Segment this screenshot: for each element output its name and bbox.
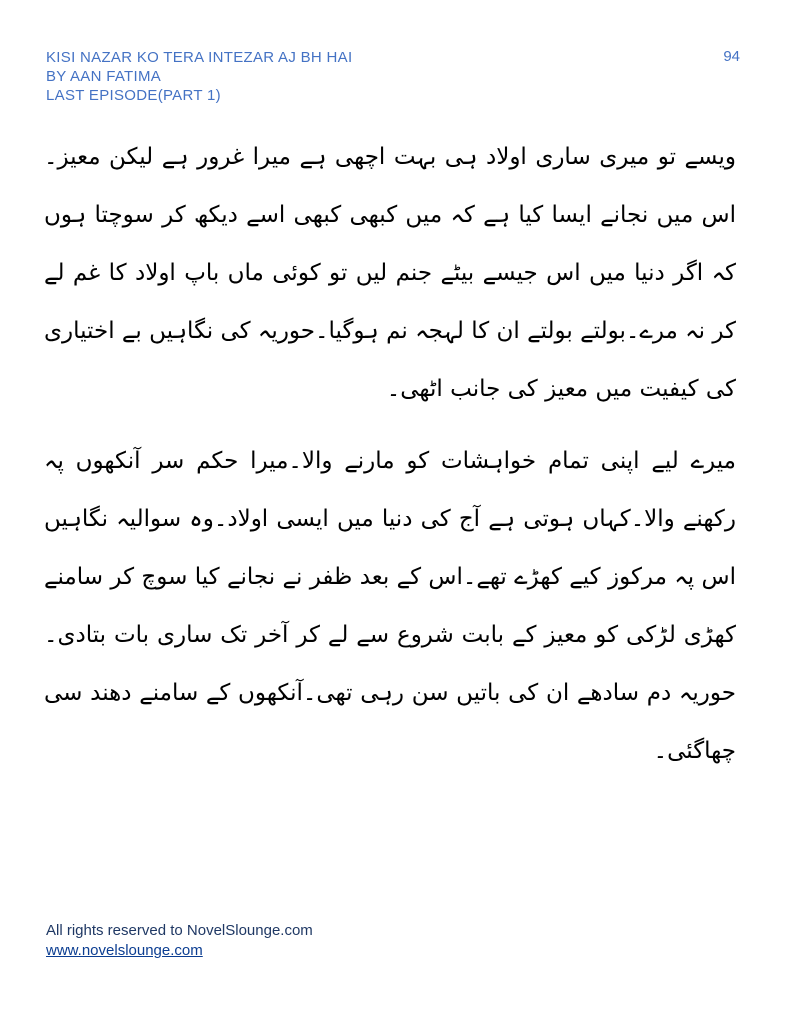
novel-title: KISI NAZAR KO TERA INTEZAR AJ BH HAI — [46, 49, 353, 66]
paragraph-2: میرے لیے اپنی تمام خواہشات کو مارنے والا۔میرا حکم سر آنکھوں پہ رکھنے والا۔کہاں ہوتی ہے آج کی دنیا میں ایسی اولاد۔وہ سوالیہ نگاہیں اس پہ مرکوز کیے کھڑے تھے۔اس کے بعد ظفر نے نجانے کیا سوچ کر سامنے کھڑی لڑکی کو معیز کے بابت شروع سے لے کر آخر تک ساری بات بتادی۔حوریہ دم سادھے ان کی باتیں سن رہی تھی۔آنکھوں کے سامنے دھند سی چھاگئی۔ — [44, 448, 736, 764]
document-body — [44, 128, 736, 794]
author-line: BY AAN FATIMA — [46, 68, 162, 85]
document-footer — [46, 921, 313, 961]
copyright-notice: All rights reserved to NovelSlounge.com — [46, 922, 313, 939]
paragraph-1: ویسے تو میری ساری اولاد ہی بہت اچھی ہے میرا غرور ہے لیکن معیز۔اس میں نجانے ایسا کیا ہے کہ میں کبھی کبھی اسے دیکھ کر سوچتا ہوں کہ اگر دنیا میں اس جیسے بیٹے جنم لیں تو کوئی ماں باپ اولاد کا غم لے کر نہ مرے۔بولتے بولتے ان کا لہجہ نم ہوگیا۔حوریہ کی نگاہیں بے اختیاری کی کیفیت میں معیز کی جانب اٹھی۔ — [44, 144, 736, 402]
website-link[interactable]: www.novelslounge.com — [46, 942, 203, 959]
page-number: 94 — [723, 48, 740, 65]
document-header — [46, 48, 352, 105]
episode-line: LAST EPISODE(PART 1) — [46, 87, 221, 104]
